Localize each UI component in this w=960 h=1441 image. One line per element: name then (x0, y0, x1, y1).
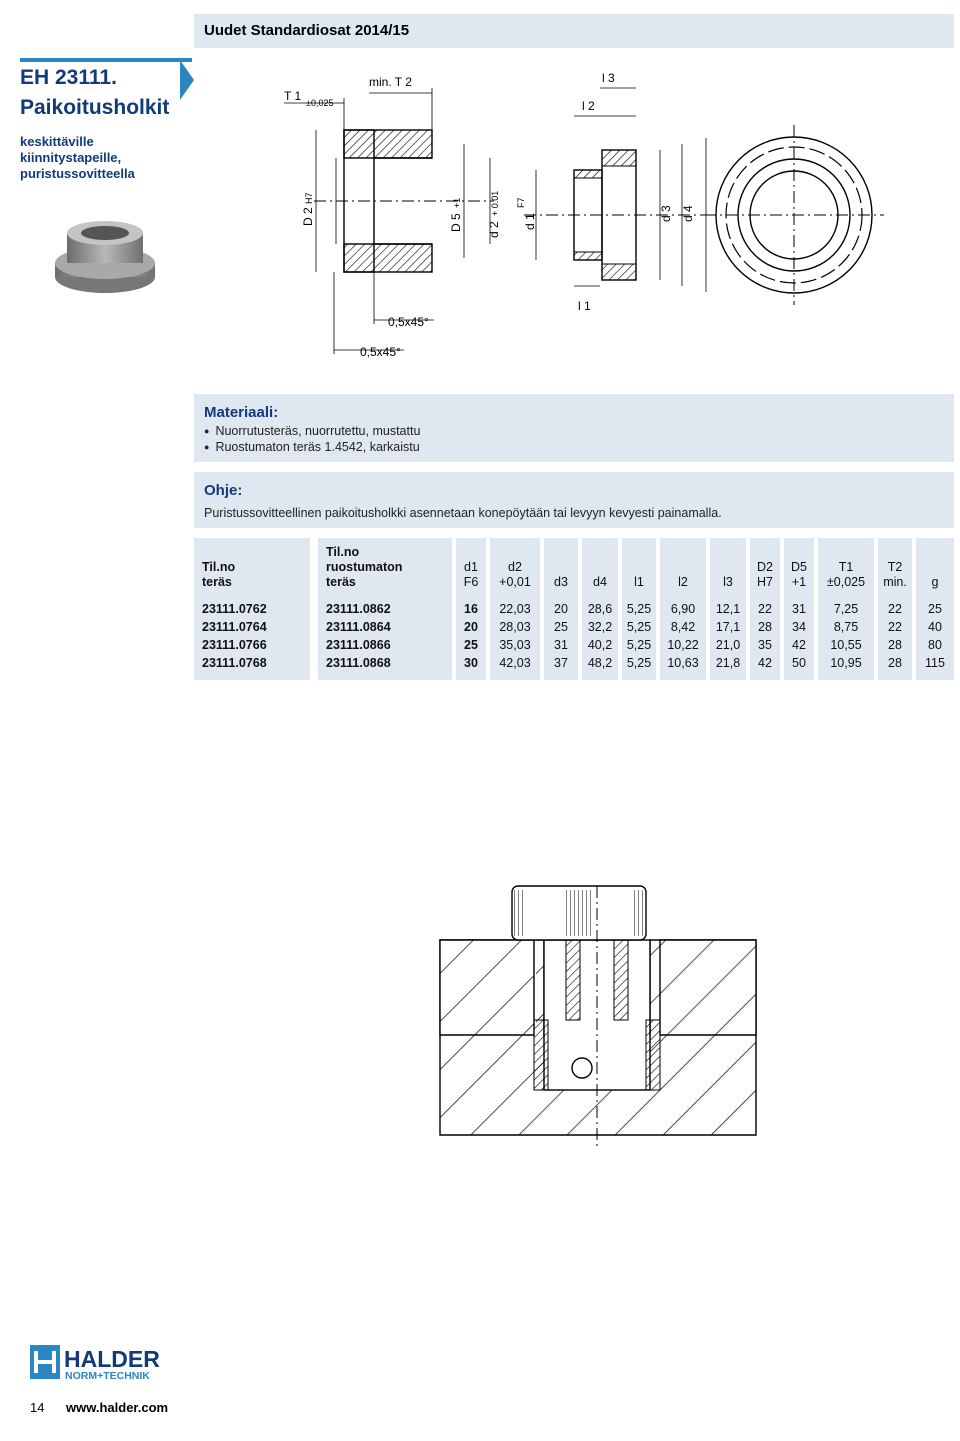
label-D5-tol: +1 (452, 197, 462, 208)
header-title: Uudet Standardiosat 2014/15 (204, 22, 410, 39)
table-cell: 23111.0866 (326, 638, 391, 652)
instructions-panel (194, 472, 954, 528)
table-header-line: D5 (791, 560, 807, 574)
application-illustration-panel (194, 690, 954, 1360)
table-column (710, 538, 746, 680)
table-column (194, 538, 310, 680)
table-cell: 6,90 (670, 602, 696, 616)
table-header-cell (202, 560, 310, 590)
table-header-cell (622, 575, 656, 590)
table-column (660, 538, 706, 680)
table-cell: 5,25 (626, 620, 652, 634)
product-name: Paikoitusholkit (20, 96, 170, 119)
table-cell: 23111.0766 (202, 638, 267, 652)
table-cell: 17,1 (715, 620, 741, 634)
technical-drawing (194, 58, 954, 370)
table-column (916, 538, 954, 680)
table-cell: 20 (464, 620, 478, 634)
table-header-cell (660, 575, 706, 590)
material-title: Materiaali: (204, 404, 279, 421)
table-cell: 10,95 (830, 656, 862, 670)
page-header (194, 14, 954, 48)
table-header-line: teräs (202, 575, 232, 589)
table-cell: 25 (554, 620, 568, 634)
bushing-photo (50, 215, 160, 300)
table-cell: 23111.0864 (326, 620, 391, 634)
table-header-line: d4 (593, 575, 607, 589)
label-d1-tol: F7 (516, 197, 526, 208)
instructions-title: Ohje: (204, 482, 243, 499)
table-cell: 10,22 (667, 638, 699, 652)
table-cell: 22 (888, 602, 902, 616)
table-header-line: g (931, 575, 939, 589)
table-cell: 8,42 (670, 620, 696, 634)
label-t1: T 1 (284, 89, 302, 103)
table-header-line: teräs (326, 575, 356, 589)
table-cell: 25 (464, 638, 478, 652)
product-code: EH 23111. (20, 66, 117, 89)
table-header-cell (878, 560, 912, 590)
table-cell: 115 (925, 656, 945, 670)
table-header-line: l3 (723, 575, 733, 589)
table-header-line: T2 (887, 560, 903, 574)
table-column (818, 538, 874, 680)
table-header-line: d2 (508, 560, 522, 574)
dimension-table (194, 538, 954, 680)
label-l2: l 2 (582, 99, 595, 113)
table-cell: 80 (928, 638, 942, 652)
table-column (544, 538, 578, 680)
label-d1: d 1 (523, 213, 537, 230)
table-cell: 21,8 (715, 656, 741, 670)
label-d2: d 2 (487, 221, 501, 238)
application-illustration (194, 690, 954, 1360)
table-column (456, 538, 486, 680)
table-cell: 5,25 (626, 656, 652, 670)
table-cell: 23111.0862 (326, 602, 391, 616)
table-header-line: +1 (791, 575, 807, 589)
table-header-cell (916, 575, 954, 590)
table-header-line: F6 (463, 575, 479, 589)
title-accent-bar (20, 58, 192, 62)
table-cell: 31 (792, 602, 806, 616)
table-cell: 35,03 (499, 638, 531, 652)
table-header-cell (582, 575, 618, 590)
table-column (622, 538, 656, 680)
table-cell: 5,25 (626, 602, 652, 616)
table-cell: 48,2 (587, 656, 613, 670)
table-cell: 5,25 (626, 638, 652, 652)
halder-logo (30, 1345, 182, 1381)
product-subtitle (20, 134, 192, 182)
table-column (582, 538, 618, 680)
table-cell: 22 (758, 602, 772, 616)
table-header-cell (544, 575, 578, 590)
website-link[interactable]: www.halder.com (66, 1400, 169, 1415)
table-cell: 21,0 (715, 638, 741, 652)
table-cell: 28 (888, 656, 902, 670)
material-item: ● Nuorrutusteräs, nuorrutettu, mustattu (204, 424, 420, 438)
table-cell: 23111.0764 (202, 620, 267, 634)
table-cell: 10,55 (830, 638, 862, 652)
table-cell: 40 (928, 620, 942, 634)
table-cell: 37 (554, 656, 568, 670)
table-cell: 22,03 (499, 602, 531, 616)
table-header-line: D2 (757, 560, 773, 574)
table-header-line: d1 (464, 560, 478, 574)
table-cell: 25 (928, 602, 942, 616)
table-cell: 30 (464, 656, 478, 670)
table-header-cell (490, 560, 540, 590)
subtitle-line: puristussovitteella (20, 166, 135, 181)
table-cell: 20 (554, 602, 568, 616)
material-item: ● Ruostumaton teräs 1.4542, karkaistu (204, 440, 420, 454)
subtitle-line: keskittäville (20, 134, 94, 149)
label-l3: l 3 (602, 71, 615, 85)
table-cell: 28 (888, 638, 902, 652)
table-cell: 42 (792, 638, 806, 652)
table-header-line: Til.no (326, 545, 360, 559)
instructions-text: Puristussovitteellinen paikoitusholkki asennetaan konepöytään tai levyyn kevyesti painamalla. (204, 506, 722, 520)
table-cell: 23111.0762 (202, 602, 267, 616)
table-cell: 10,63 (667, 656, 699, 670)
page-number: 14 (30, 1400, 45, 1415)
label-l1: l 1 (578, 299, 591, 313)
table-column (318, 538, 452, 680)
table-cell: 42,03 (499, 656, 531, 670)
table-header-line: +0,01 (499, 575, 531, 589)
label-t2: min. T 2 (369, 75, 412, 89)
table-column (750, 538, 780, 680)
table-cell: 8,75 (833, 620, 859, 634)
logo-main-text: HALDER (64, 1346, 160, 1372)
table-cell: 34 (792, 620, 806, 634)
table-header-line: l1 (634, 575, 644, 589)
table-header-line: ±0,025 (826, 575, 866, 589)
table-cell: 16 (464, 602, 478, 616)
table-header-line: Til.no (202, 560, 236, 574)
label-d3: d 3 (659, 205, 673, 222)
table-header-line: ruostumaton (326, 560, 403, 574)
table-cell: 28,6 (587, 602, 613, 616)
table-cell: 12,1 (715, 602, 741, 616)
label-D2-tol: H7 (304, 192, 314, 204)
material-panel (194, 394, 954, 462)
table-header-line: d3 (554, 575, 568, 589)
logo-sub-text: NORM+TECHNIK (65, 1370, 150, 1381)
table-header-line: min. (883, 575, 907, 589)
table-cell: 23111.0768 (202, 656, 267, 670)
table-column (490, 538, 540, 680)
table-cell: 28,03 (499, 620, 531, 634)
label-chamfer-2: 0,5x45° (360, 345, 401, 359)
table-header-cell (750, 560, 780, 590)
subtitle-line: kiinnitystapeille, (20, 150, 122, 165)
label-D2: D 2 (301, 207, 315, 226)
table-header-line: T1 (838, 560, 854, 574)
table-cell: 32,2 (587, 620, 613, 634)
label-chamfer-1: 0,5x45° (388, 315, 429, 329)
table-cell: 23111.0868 (326, 656, 391, 670)
table-column (784, 538, 814, 680)
table-cell: 40,2 (587, 638, 613, 652)
table-header-cell (784, 560, 814, 590)
table-cell: 22 (888, 620, 902, 634)
table-header-line: l2 (678, 575, 688, 589)
label-d2-tol: + 0.01 (490, 190, 500, 216)
product-title-block (20, 66, 192, 206)
table-cell: 42 (758, 656, 772, 670)
table-header-cell (456, 560, 486, 590)
table-cell: 35 (758, 638, 772, 652)
table-column (878, 538, 912, 680)
table-header-cell (710, 575, 746, 590)
table-header-cell (326, 545, 452, 590)
table-cell: 7,25 (833, 602, 859, 616)
table-header-cell (818, 560, 874, 590)
table-cell: 31 (554, 638, 568, 652)
label-d4: d 4 (681, 205, 695, 222)
label-D5: D 5 (449, 213, 463, 232)
table-cell: 28 (758, 620, 772, 634)
label-t1-tol: ±0,025 (306, 98, 334, 108)
table-header-line: H7 (757, 575, 773, 589)
table-cell: 50 (792, 656, 806, 670)
